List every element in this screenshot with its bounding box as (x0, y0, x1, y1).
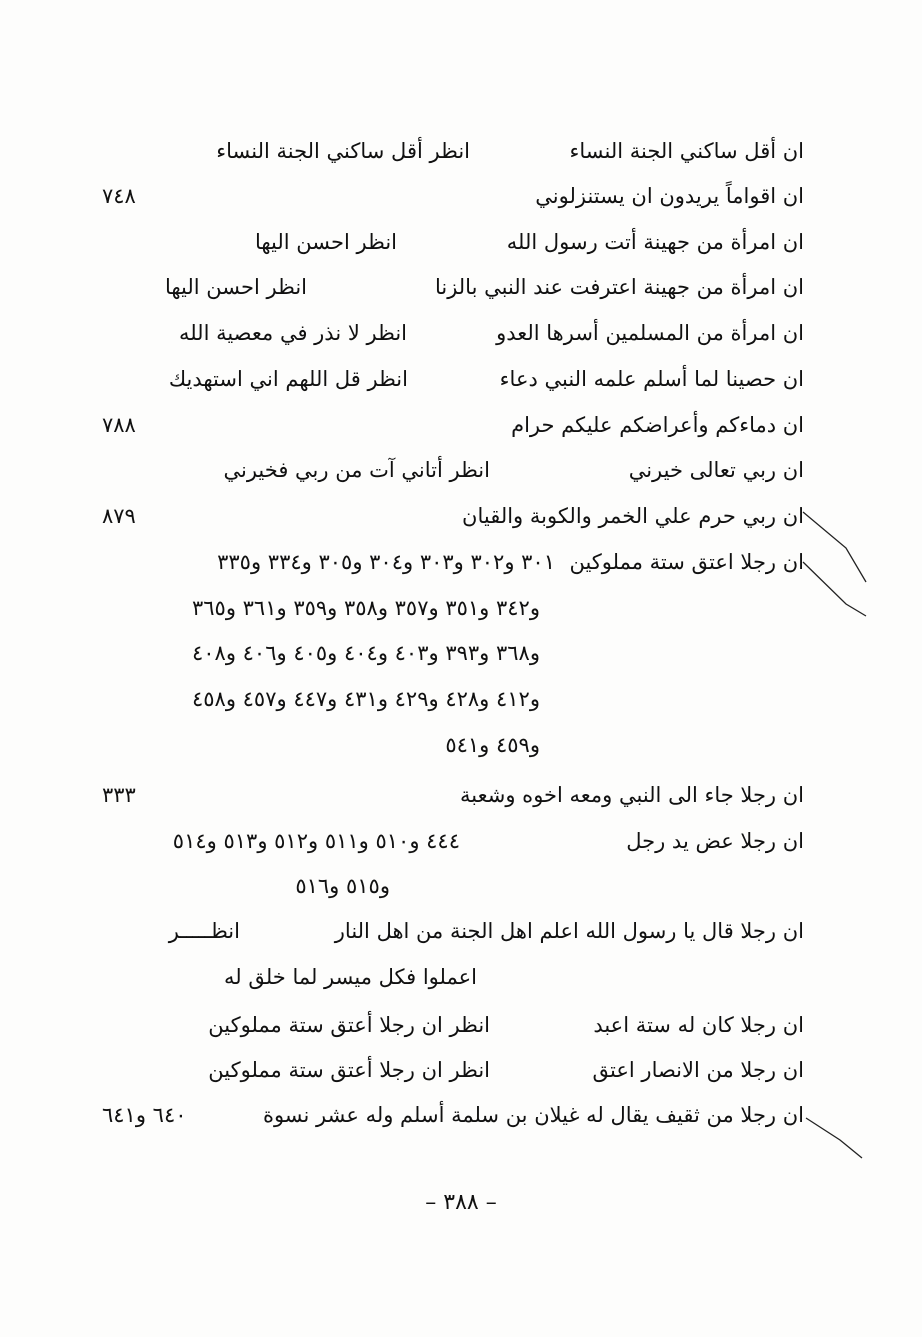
entry-text: ان رجلا من الانصار اعتق (592, 1058, 804, 1082)
page-reference-list: ٤٤٤ و٥١٠ و٥١١ و٥١٢ و٥١٣ و٥١٤ (172, 829, 460, 853)
cross-reference: انظر أتاني آت من ربي فخيرني (223, 458, 490, 482)
entry-text: ان دماءكم وأعراضكم عليكم حرام (511, 413, 804, 437)
page-reference-continuation: و٤١٢ و٤٢٨ و٤٢٩ و٤٣١ و٤٤٧ و٤٥٧ و٤٥٨ (191, 687, 540, 711)
cross-reference-continuation: اعملوا فكل ميسر لما خلق له (223, 965, 477, 989)
entry-text: ان امرأة من المسلمين أسرها العدو (496, 321, 804, 345)
entry-text: ان امرأة من جهينة أتت رسول الله (506, 230, 804, 254)
cross-reference: انظر لا نذر في معصية الله (178, 321, 407, 345)
cross-reference: انظر أقل ساكني الجنة النساء (216, 139, 470, 163)
page-reference-continuation: و٤٥٩ و٥٤١ (445, 733, 540, 757)
page-reference: ٦٤٠ و٦٤١ (102, 1103, 187, 1127)
entry-text: ان رجلا من ثقيف يقال له غيلان بن سلمة أسلم وله عشر نسوة (262, 1103, 804, 1127)
entry-text: ان رجلا كان له ستة اعبد (593, 1013, 804, 1037)
entry-text: ان ربي حرم علي الخمر والكوبة والقيان (462, 504, 804, 528)
entry-text: ان حصينا لما أسلم علمه النبي دعاء (499, 367, 804, 391)
cross-reference: انظر احسن اليها (254, 230, 397, 254)
page-reference-continuation: و٣٦٨ و٣٩٣ و٤٠٣ و٤٠٤ و٤٠٥ و٤٠٦ و٤٠٨ (191, 641, 540, 665)
page-reference: ٧٤٨ (102, 184, 136, 208)
entry-text: ان رجلا قال يا رسول الله اعلم اهل الجنة من اهل النار (334, 919, 804, 943)
entry-text: ان رجلا عض يد رجل (626, 829, 804, 853)
page-reference-continuation: و٥١٥ و٥١٦ (295, 874, 390, 898)
page-reference-continuation: و٣٤٢ و٣٥١ و٣٥٧ و٣٥٨ و٣٥٩ و٣٦١ و٣٦٥ (191, 596, 540, 620)
page-reference-list: ٣٠١ و٣٠٢ و٣٠٣ و٣٠٤ و٣٠٥ و٣٣٤ و٣٣٥ (217, 550, 555, 574)
cross-reference: انظر احسن اليها (164, 275, 307, 299)
entry-text: ان ربي تعالى خيرني (628, 458, 804, 482)
cross-reference: انظـــــر (168, 919, 240, 943)
cross-reference: انظر ان رجلا أعتق ستة مملوكين (208, 1013, 490, 1037)
cross-reference: انظر ان رجلا أعتق ستة مملوكين (208, 1058, 490, 1082)
entry-text: ان رجلا جاء الى النبي ومعه اخوه وشعبة (460, 783, 804, 807)
page-reference: ٨٧٩ (102, 504, 136, 528)
entry-text: ان اقواماً يريدون ان يستنزلوني (535, 184, 804, 208)
entry-text: ان أقل ساكني الجنة النساء (569, 139, 804, 163)
cross-reference: انظر قل اللهم اني استهديك (168, 367, 408, 391)
page-number: – ٣٨٨ – (425, 1190, 497, 1215)
page-reference: ٣٣٣ (102, 783, 136, 807)
entry-text: ان رجلا اعتق ستة مملوكين (569, 550, 804, 574)
entry-text: ان امرأة من جهينة اعترفت عند النبي بالزنا (434, 275, 804, 299)
page-reference: ٧٨٨ (102, 413, 136, 437)
